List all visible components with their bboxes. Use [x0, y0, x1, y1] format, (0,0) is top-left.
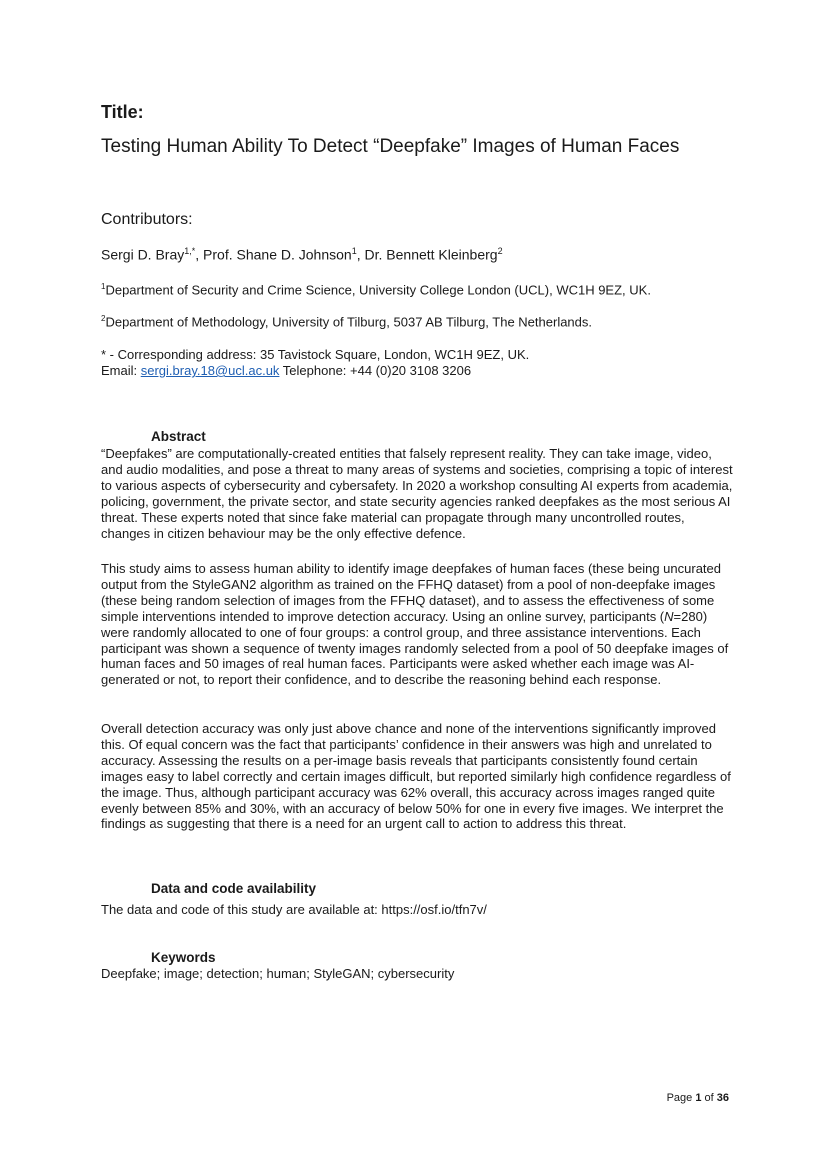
data-availability-heading: Data and code availability — [151, 881, 317, 896]
abstract-p2-part-b: =280) were randomly allocated to one of four groups: a control group, and three assistance interventions. Each participant was shown a sequence of twenty images randomly selected from a pool of 50 deepfake images of human faces and 50 images of real human faces. Participants were asked whether each image was AI-generated or not, to report their confidence, and to describe the reasoning behind each response. — [101, 608, 729, 688]
affiliation-1-text: Department of Security and Crime Science, University College London (UCL), WC1H 9EZ, UK. — [105, 282, 651, 298]
affiliation-2-text: Department of Methodology, University of Tilburg, 5037 AB Tilburg, The Netherlands. — [105, 314, 593, 330]
affiliation-1-sup: 1 — [101, 282, 106, 291]
keywords-heading: Keywords — [151, 950, 216, 965]
author-1: Sergi D. Bray — [101, 246, 185, 263]
author-3: , Dr. Bennett Kleinberg — [356, 246, 498, 263]
author-1-sup: 1,* — [184, 246, 196, 256]
abstract-p2-n: N — [664, 608, 674, 624]
page-footer — [667, 1092, 729, 1104]
abstract-paragraph-2 — [101, 561, 734, 688]
correspondence — [101, 347, 529, 379]
keywords-text: Deepfake; image; detection; human; StyleGAN; cybersecurity — [101, 966, 455, 981]
abstract-paragraph-3: Overall detection accuracy was only just above chance and none of the interventions significantly improved this. Of equal concern was the fact that participants’ confidence in their answers was high and unrelated to accuracy. Assessing the results on a per-image basis reveals that participants consistently found certain images easy to label correctly and certain images difficult, but reported similarly high confidence regardless of the image. Thus, although participant accuracy was 62% overall, this accuracy across images ranged quite evenly between 85% and 30%, with an accuracy of below 50% for one in every five images. We interpret the findings as suggesting that there is a need for an urgent call to action to address this threat. — [101, 721, 731, 832]
correspondence-contact — [101, 363, 529, 379]
footer-page-number: 1 — [695, 1092, 702, 1104]
paper-title: Testing Human Ability To Detect “Deepfake” Images of Human Faces — [101, 136, 680, 157]
contributors-label: Contributors: — [101, 211, 193, 228]
data-availability-text: The data and code of this study are available at: https://osf.io/tfn7v/ — [101, 902, 487, 917]
footer-of-word: of — [701, 1092, 717, 1104]
author-2: , Prof. Shane D. Johnson — [195, 246, 352, 263]
abstract-heading: Abstract — [151, 429, 206, 444]
title-label: Title: — [101, 102, 144, 122]
abstract-p2-part-a: This study aims to assess human ability to identify image deepfakes of human faces (these being uncurated output from the StyleGAN2 algorithm as trained on the FFHQ dataset) from a pool of non-deepfake images (these being random selection of images from the FFHQ dataset), and to assess the effectiveness of some simple interventions intended to improve detection accuracy. Using an online survey, participants ( — [101, 561, 722, 624]
author-list — [101, 246, 503, 263]
correspondence-address: * - Corresponding address: 35 Tavistock Square, London, WC1H 9EZ, UK. — [101, 347, 530, 362]
phone-text: Telephone: +44 (0)20 3108 3206 — [279, 363, 472, 378]
footer-page-word: Page — [666, 1092, 696, 1104]
author-3-sup: 2 — [497, 246, 503, 256]
affiliation-2 — [101, 314, 592, 329]
footer-page-total: 36 — [716, 1092, 729, 1104]
abstract-paragraph-1: “Deepfakes” are computationally-created entities that falsely represent reality. They can take image, video, and audio modalities, and pose a threat to many areas of systems and societies, comprising a topic of interest to various aspects of cybersecurity and cybersafety. In 2020 a workshop consulting AI experts from academia, policing, government, the private sector, and state security agencies ranked deepfakes as the most serious AI threat. These experts noted that since fake material can propagate through many uncontrolled routes, changes in citizen behaviour may be the only effective defence. — [101, 446, 733, 541]
email-link[interactable]: sergi.bray.18@ucl.ac.uk — [140, 363, 280, 378]
affiliation-1 — [101, 282, 651, 297]
affiliation-2-sup: 2 — [101, 314, 106, 323]
author-2-sup: 1 — [351, 246, 357, 256]
email-label: Email: — [101, 363, 141, 378]
